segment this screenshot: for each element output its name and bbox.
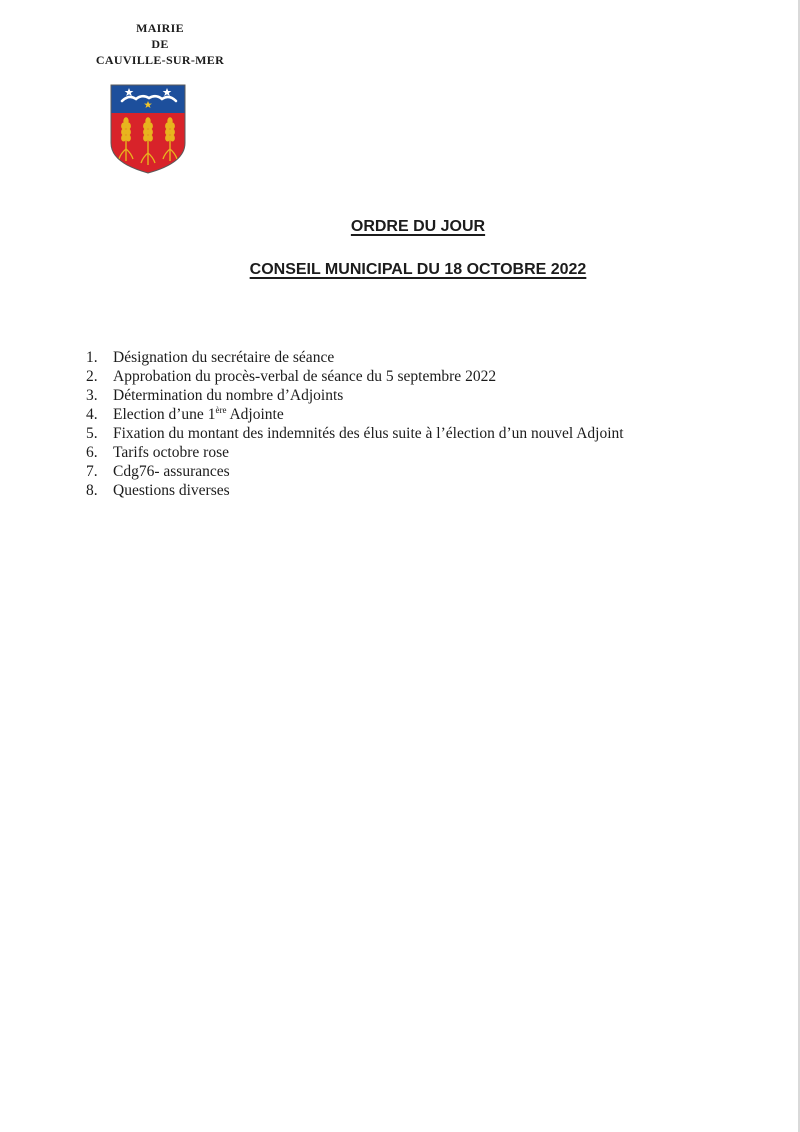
agenda-item [86,405,624,424]
document-title-text: ORDRE DU JOUR [350,218,486,235]
agenda-item-number: 5. [86,425,98,442]
agenda-list [86,348,624,500]
agenda-item-text: Détermination du nombre d’Adjoints [113,387,344,404]
agenda-item [86,367,624,386]
agenda-item-number: 2. [86,368,98,385]
document-subtitle-text: CONSEIL MUNICIPAL DU 18 OCTOBRE 2022 [249,261,587,278]
agenda-item-text-start: Election d’une 1 [113,406,216,423]
agenda-item-text [113,405,284,424]
agenda-item [86,443,624,462]
agenda-item-number: 1. [86,349,98,366]
coat-of-arms-icon [109,83,187,175]
agenda-item-text: Approbation du procès-verbal de séance du 5 septembre 2022 [113,368,497,385]
header-line-mairie: MAIRIE [136,21,184,35]
agenda-item-number: 7. [86,463,98,480]
agenda-item-text-end: Adjointe [226,406,284,423]
header-line-de: DE [151,37,169,51]
agenda-item [86,424,624,443]
agenda-item-text: Désignation du secrétaire de séance [113,349,335,366]
agenda-item [86,348,624,367]
agenda-item-text: Questions diverses [113,482,230,499]
agenda-item-number: 4. [86,406,98,423]
agenda-item [86,481,624,500]
agenda-item-superscript: ère [215,404,227,415]
agenda-item-text: Cdg76- assurances [113,463,230,480]
agenda-item-number: 3. [86,387,98,404]
document-title [18,218,800,236]
agenda-item [86,462,624,481]
header-line-town: CAUVILLE-SUR-MER [95,53,225,67]
mairie-header [80,20,240,68]
agenda-item-text: Tarifs octobre rose [113,444,229,461]
agenda-item-text: Fixation du montant des indemnités des élus suite à l’élection d’un nouvel Adjoint [113,425,624,442]
agenda-item-number: 8. [86,482,98,499]
agenda-item [86,386,624,405]
agenda-item-number: 6. [86,444,98,461]
document-subtitle [18,261,800,279]
